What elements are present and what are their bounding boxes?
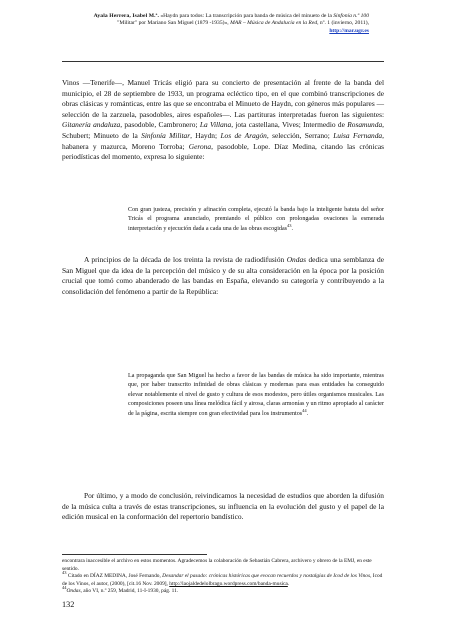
page-number: 132 — [62, 600, 75, 609]
footnote-44-number: 44 — [62, 585, 67, 591]
p1-text-5: , Haydn; — [190, 130, 221, 140]
p1-work-6: Luisa Fernanda — [333, 130, 383, 140]
running-head-journal: MAR – Música de Andalucía en la Red — [230, 20, 318, 27]
p1-work-2: La Villana — [199, 120, 232, 130]
p1-text-7: , habanera y mazurca, Moreno Torroba; — [62, 130, 384, 151]
quote2-text: La propaganda que San Miguel ha hecho a favor de las bandas de música ha sido importante, mientras que, por haber transcrito infinidad de obras clásicas y modernas para esas entidades ha conseguido elevar notablemente el nivel de gusto y cultura de esos modestos, pero útiles organismos musicales. Las composiciones poseen una línea melódica fácil y airosa, claras armonías y un ritmo apropiado al carácter de la página, escrita siempre con gran efectividad para los instrumentos — [128, 373, 384, 417]
p1-work-7: Gerona — [188, 141, 212, 151]
journal-link[interactable]: http://mar.ugr.es — [329, 27, 369, 34]
footnote-43-text: Citado en DÍAZ MEDINA, José Fernando, — [66, 573, 163, 580]
footnote-43-number: 43 — [62, 570, 67, 576]
footnote-43-link[interactable]: http://laojaldedelolbrago.wordpress.com/banda-musica — [169, 580, 288, 587]
p1-work-4: Sinfonía Militar — [141, 130, 191, 140]
p1-work-1: Gitanería andaluza — [62, 120, 121, 130]
footnote-ref-43[interactable]: 43 — [287, 222, 292, 228]
footnote-43-text-2: , Icod de los Vinos, el autor, (2000), [cit.16 Nov. 2009], — [62, 573, 383, 587]
running-head-issue: , nº. 1 (invierno, 2011), — [317, 20, 369, 27]
footnote-ref-44[interactable]: 44 — [302, 407, 307, 413]
running-head — [84, 13, 369, 35]
footnote-44-text: , año VI, n.º 259, Madrid, 11-I-1930, pág. 11. — [80, 588, 179, 595]
p1-text-8: , pasodoble, Lope. Díaz Medina, citando las crónicas periodísticas del momento, expresa lo siguiente: — [62, 141, 384, 162]
running-head-work-name: "Militar" por Mariano San Miguel (1879 -1935)», — [117, 20, 231, 27]
running-head-author: Ayala Herrera, Isabel M.ª. — [93, 13, 159, 19]
block-quote-2 — [128, 372, 384, 419]
body-paragraph-1 — [62, 78, 384, 163]
quote1-end: . — [291, 225, 294, 232]
block-quote-1 — [128, 206, 384, 234]
p1-text-3: , jota castellana, Vives; Intermedio de — [231, 120, 348, 130]
p1-work-3: Rosamunda — [347, 120, 383, 130]
p1-text: Vinos —Tenerife—, Manuel Tricás eligió para su concierto de presentación al frente de la banda del municipio, el 28 de septiembre de 1933, un programa ecléctico tipo, en el que combinó transcripciones de obras clásicas y románticas, entre las que se encontraba el Minueto de Haydn, con géneros más populares —selección de la zarzuela, pasodobles, aires españoles—. Las partituras interpretadas fueron las siguientes: — [62, 78, 384, 119]
p2-text-2: dedica una semblanza de San Miguel que da idea de la percepción del músico y de su alta consideración en la época por la posición crucial que tomó como abanderado de las bandas en España, elevando su categoría y contribuyendo a la consolidación del fenómeno a partir de la República: — [62, 255, 384, 296]
footnote-44-title: Ondas — [66, 588, 81, 595]
running-head-title: «Haydn para todos: La transcripción para banda de música del minueto de la — [158, 13, 334, 19]
footnote-44 — [62, 585, 384, 596]
running-head-work: Sinfonía n.º 100 — [333, 13, 369, 19]
footnote-continuation — [62, 558, 384, 576]
header-divider — [62, 61, 384, 62]
p3-text: Por último, y a modo de conclusión, reivindicamos la necesidad de estudios que aborden la difusión de la música culta a través de estas transcripciones, su influencia en la evolución del gusto y el papel de la edición musical en la conformación del repertorio bandístico. — [62, 491, 384, 522]
footnote-43-title: Desandar el pasado: crónicas históricas que evocan recuerdos y nostalgias de Icod de los Vinos — [162, 573, 371, 580]
body-paragraph-3 — [62, 491, 384, 523]
quote2-end: . — [306, 410, 309, 417]
p1-work-5: Los de Aragón — [220, 130, 267, 140]
footnote-43 — [62, 570, 384, 588]
p2-magazine: Ondas — [286, 255, 307, 264]
p2-text: A principios de la década de los treinta la revista de radiodifusión — [84, 255, 287, 264]
footnote-43-end: . — [287, 580, 290, 587]
footnote-continuation-text: encontrara inaccesible el archivo en estos momentos. Agradecemos la colaboración de Sebastián Cabrera, archivero y obrero de la EMJ, en este sentido. — [62, 558, 372, 572]
quote1-text: Con gran justeza, precisión y afinación completa, ejecutó la banda bajo la inteligente batuta del señor Tricás el programa anunciado, premiando el público con prolongadas ovaciones la esmerada interpretación y ejecución dada a cada una de las obras escogidas — [128, 207, 384, 232]
body-paragraph-2 — [62, 255, 384, 297]
p1-text-6: , selección, Serrano; — [266, 130, 334, 140]
footnotes — [62, 558, 384, 596]
p1-text-2: , pasodoble, Cambronero; — [120, 120, 200, 130]
footnote-divider — [62, 554, 207, 555]
p1-text-4: , Schubert; Minueto de la — [62, 120, 384, 140]
